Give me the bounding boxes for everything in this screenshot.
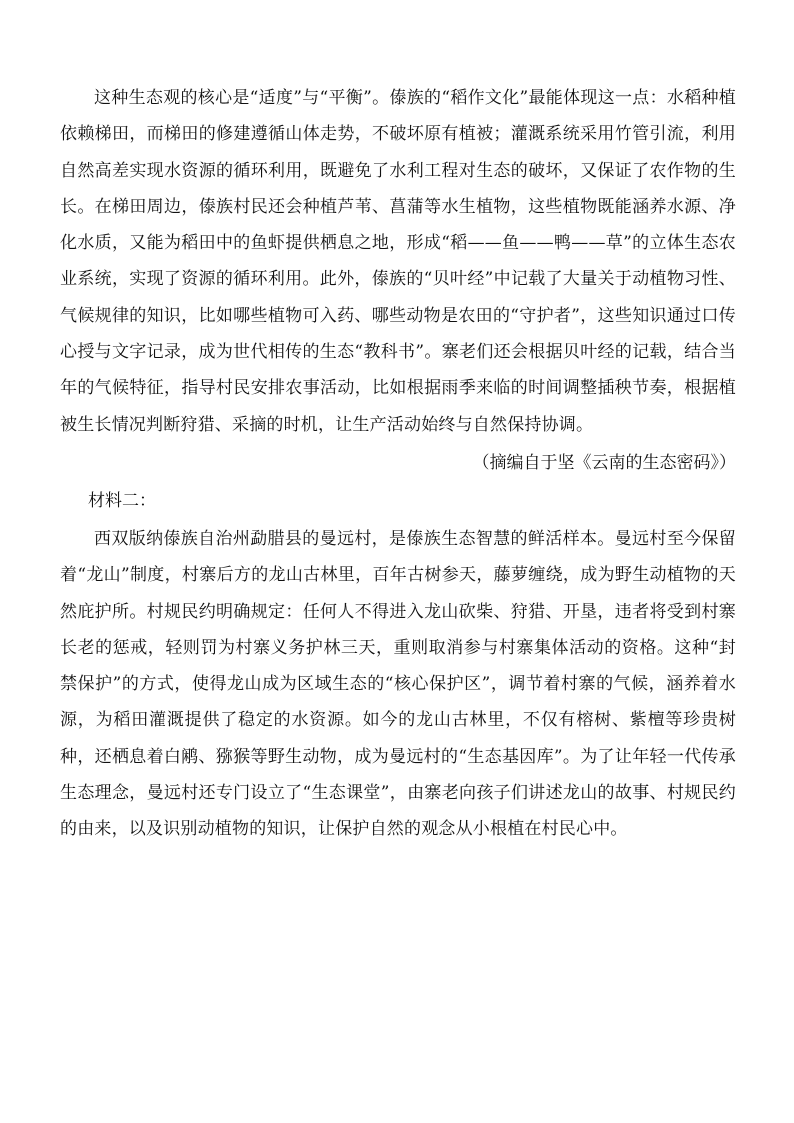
source-citation: （摘编自于坚《云南的生态密码》） xyxy=(472,452,736,473)
document-page xyxy=(60,80,736,848)
material-two-heading: 材料二： xyxy=(88,490,156,511)
paragraph-material-one-body: 这种生态观的核心是“适度”与“平衡”。傣族的“稻作文化”最能体现这一点：水稻种植依赖梯田，而梯田的修建遵循山体走势，不破坏原有植被；灌溉系统采用竹管引流，利用自然高差实现水资源的循环利用，既避免了水利工程对生态的破坏，又保证了农作物的生长。在梯田周边，傣族村民还会种植芦苇、菖蒲等水生植物，这些植物既能涵养水源、净化水质，又能为稻田中的鱼虾提供栖息之地，形成“稻——鱼——鸭——草”的立体生态农业系统，实现了资源的循环利用。此外，傣族的“贝叶经”中记载了大量关于动植物习性、气候规律的知识，比如哪些植物可入药、哪些动物是农田的“守护者”，这些知识通过口传心授与文字记录，成为世代相传的生态“教科书”。寨老们还会根据贝叶经的记载，结合当年的气候特征，指导村民安排农事活动，比如根据雨季来临的时间调整插秧节奏，根据植被生长情况判断狩猎、采摘的时机，让生产活动始终与自然保持协调。 xyxy=(60,88,736,435)
paragraph-material-two-body: 西双版纳傣族自治州勐腊县的曼远村，是傣族生态智慧的鲜活样本。曼远村至今保留着“龙山”制度，村寨后方的龙山古林里，百年古树参天，藤萝缠绕，成为野生动植物的天然庇护所。村规民约明确规定：任何人不得进入龙山砍柴、狩猎、开垦，违者将受到村寨长老的惩戒，轻则罚为村寨义务护林三天，重则取消参与村寨集体活动的资格。这种“封禁保护”的方式，使得龙山成为区域生态的“核心保护区”，调节着村寨的气候，涵养着水源，为稻田灌溉提供了稳定的水资源。如今的龙山古林里，不仅有榕树、紫檀等珍贵树种，还栖息着白鹇、猕猴等野生动物，成为曼远村的“生态基因库”。为了让年轻一代传承生态理念，曼远村还专门设立了“生态课堂”，由寨老向孩子们讲述龙山的故事、村规民约的由来，以及识别动植物的知识，让保护自然的观念从小根植在村民心中。 xyxy=(60,528,736,840)
